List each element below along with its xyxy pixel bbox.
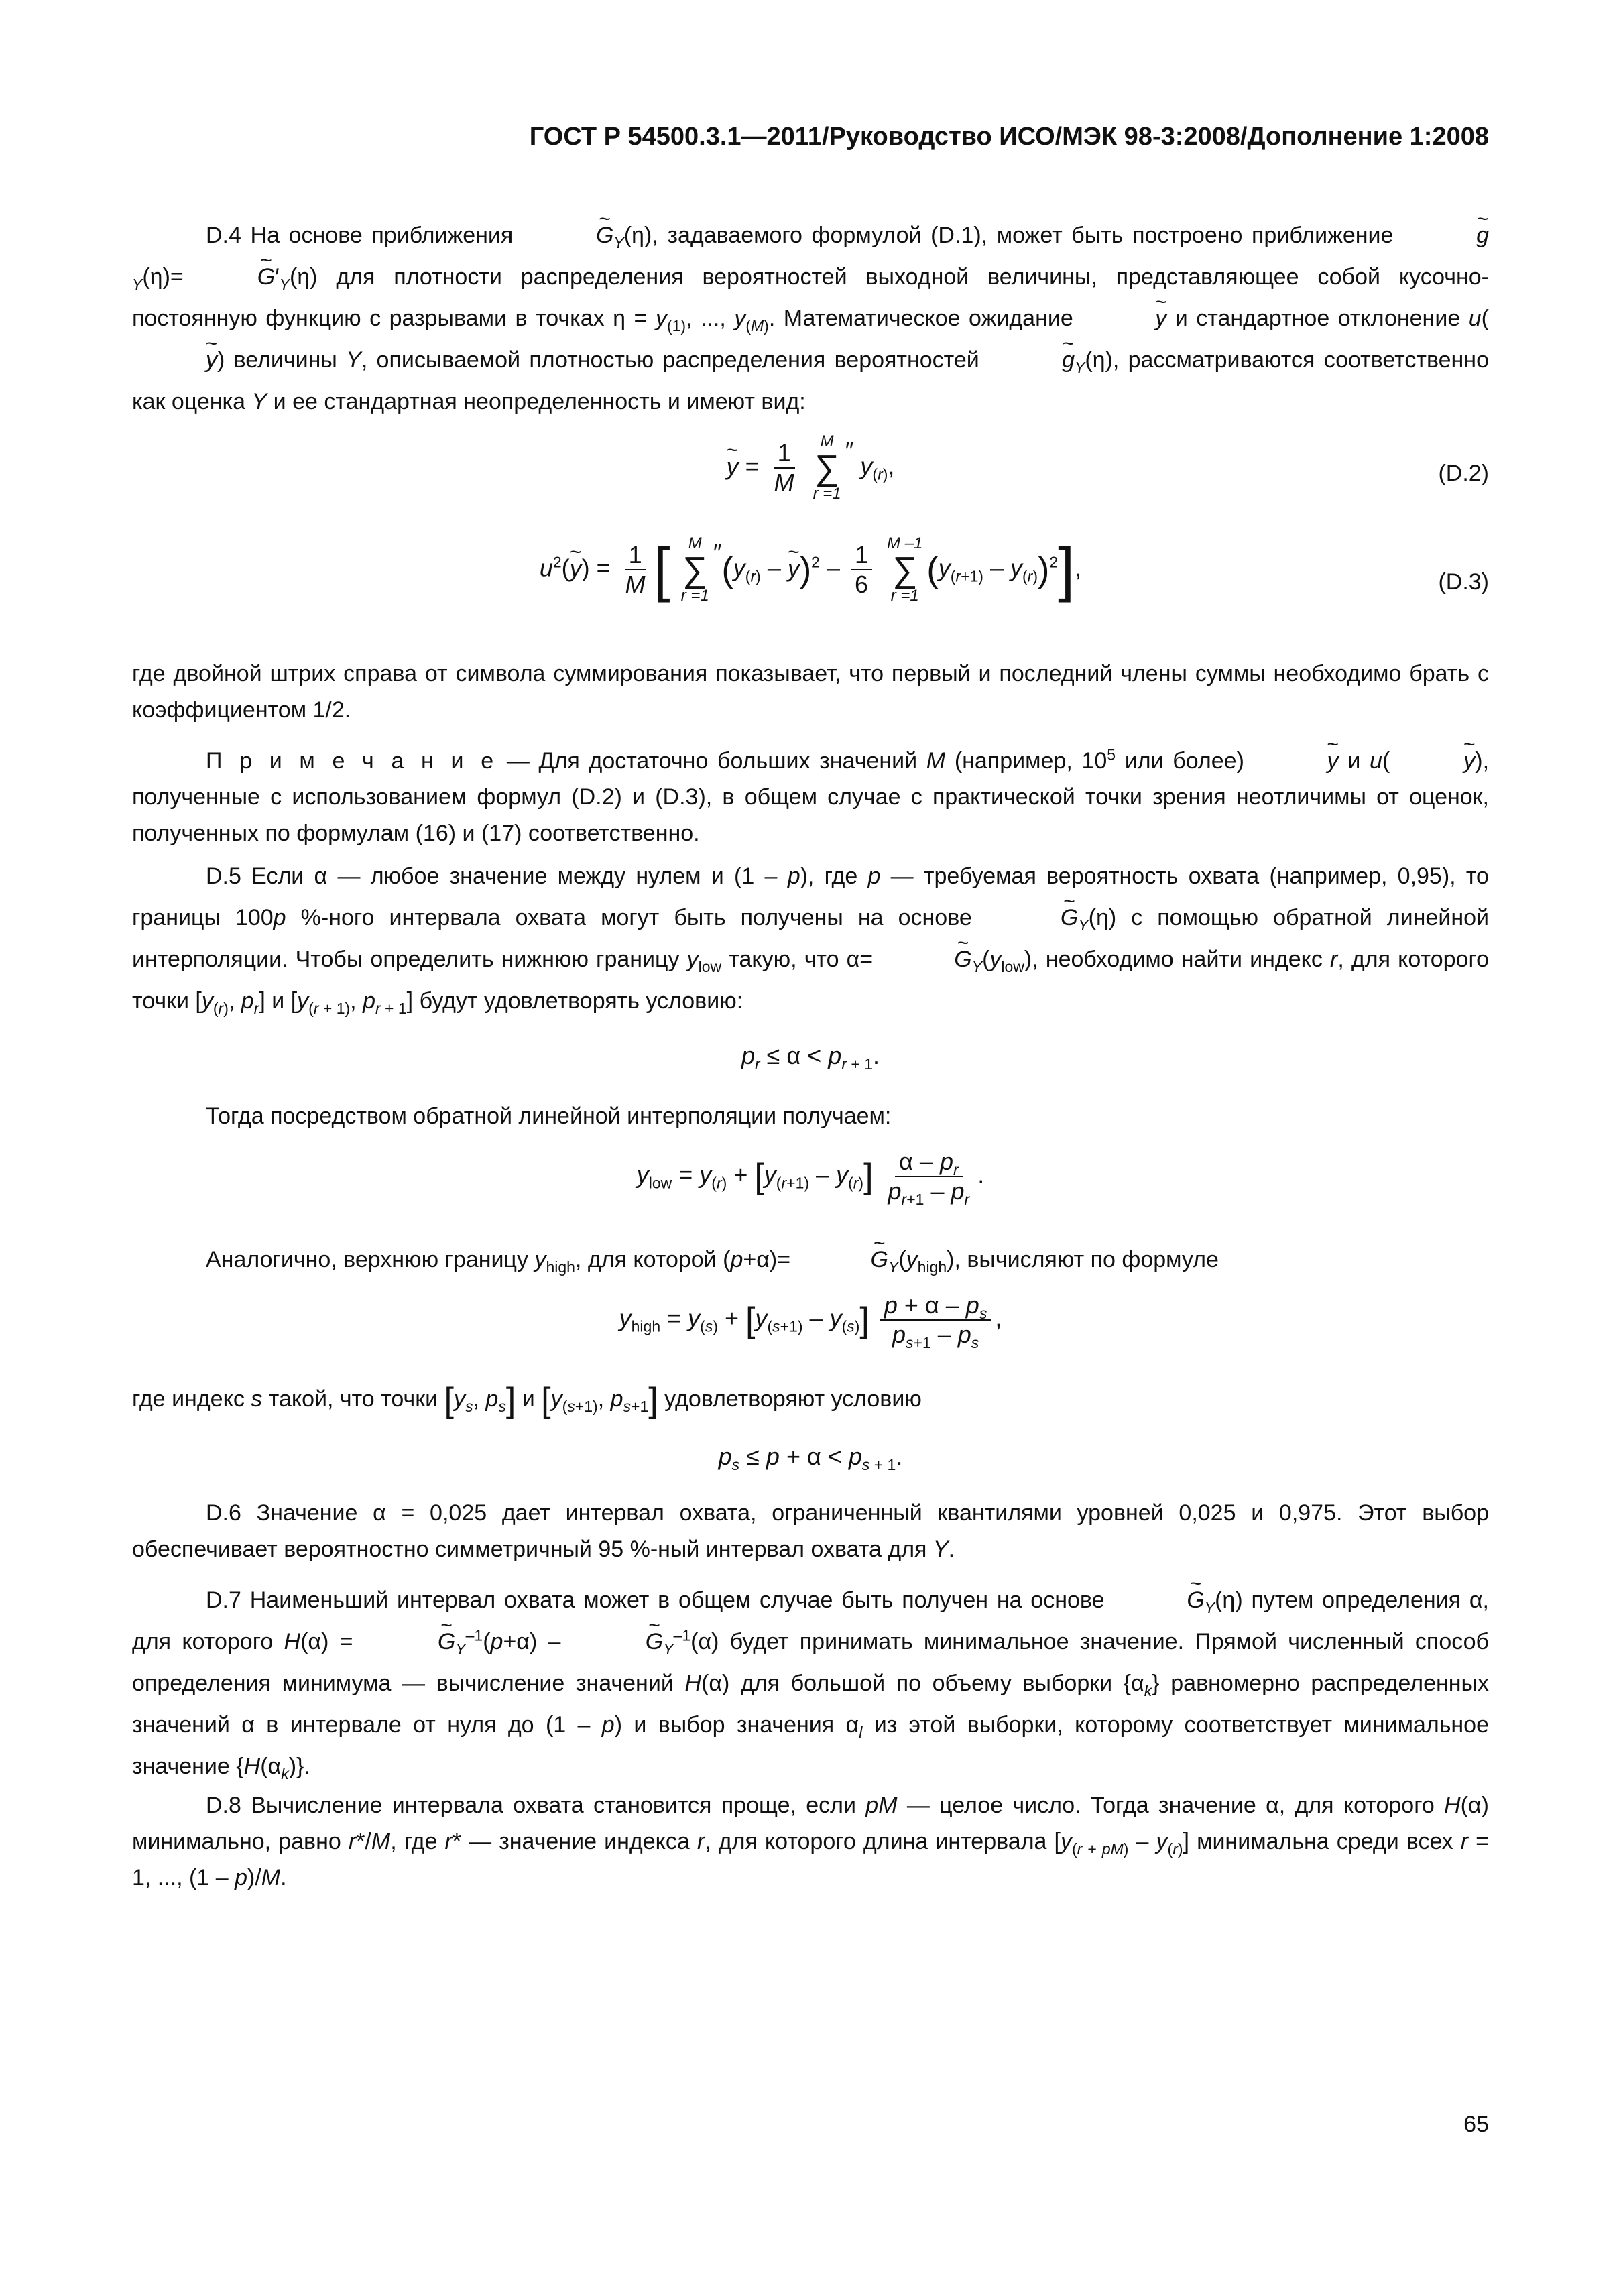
paragraph-after-equations: где двойной штрих справа от символа суммирования показывает, что первый и последний члены суммы необходимо брать с коэффициентом 1/2. <box>132 661 1489 723</box>
equation-d3: $u^2(\sim$ y) = $\frac{1}{M}$ [ M ∑ r =1 $''(y_{(r)}$ – ~ y)$^2$ – $\frac{1}{6}$ M –1 ∑ r =1 $(y_{(r+1)} - y_{(r)})^2$], (D.3) <box>132 535 1489 629</box>
d8-label: D.8 <box>206 1793 241 1819</box>
equation-number-d2: (D.2) <box>1438 461 1489 486</box>
paragraph-d6: D.6 Значение α = 0,025 дает интервал охвата, ограниченный квантилями уровней 0,025 и 0,975. Этот выбор обеспечивает вероятностно симметричный 95 %-ный интервал охвата для Y. <box>132 1500 1490 1563</box>
d4-label: D.4 <box>206 223 241 248</box>
paragraph-index-s: где индекс s такой, что точки [$y_s$, $p_s$] и [$y_{(s+1)}$, $p_{s+1}$] удовлетворяют условию <box>132 1381 922 1421</box>
paragraph-interpolation: Тогда посредством обратной линейной интерполяции получаем: <box>206 1103 892 1129</box>
paragraph-d5: D.5 Если α — любое значение между нулем и (1 – p), где p — требуемая вероятность охвата (например, 0,95), то границы 100p %-ного интервала охвата могут быть получены на основе ~ $G_Y(\eta)$ с помощью обратной линейной интерполяции. Чтобы определить нижнюю границу $y_{low}$ такую, что α= ~ $G_Y(y_{low})$, необходимо найти индекс r, для которого точки [$y_{(r)}$, $p_r$] и [$y_{(r + 1)}$, $p_{r + 1}$] будут удовлетворять условию: <box>132 855 1489 1022</box>
equation-d2: ~ y = $\frac{1}{M}$ M ∑ r =1 ″ $y_{(r)}$, (D.2) <box>132 433 1489 513</box>
paragraph-d7: D.7 Наименьший интервал охвата может в общем случае быть получен на основе ~ $G_Y(\eta)$ путем определения α, для которого H(α) = ~ $G_Y^{-1}(p+\alpha)$ – ~ $G_Y^{-1}(\alpha)$ будет принимать минимальное значение. Прямой численный способ определения минимума — вычисление значений H(α) для большой по объему выборки $\{\alpha_k\}$ равномерно распределенных значений α в интервале от нуля до (1 – p) и выбор значения $\alpha_l$ из этой выборки, которому соответствует минимальное значение $\{H(\alpha_k)\}$. <box>132 1579 1489 1787</box>
d7-label: D.7 <box>206 1587 241 1614</box>
equation-ylow: $y_{low} = y_{(r)} + [y_{(r+1)} - y_{(r)}]$ $\frac{\alpha - p_r}{p_{r+1} - p_r}$ . <box>636 1148 985 1209</box>
equation-condition-s: $p_s \le p + \alpha < p_{s + 1}$. <box>718 1443 903 1474</box>
paragraph-d8: D.8 Вычисление интервала охвата становится проще, если pM — целое число. Тогда значение α, для которого H(α) минимально, равно r*/M, где r* — значение индекса r, для которого длина интервала $[y_{(r + pM)} - y_{(r)}]$ минимальна среди всех r = 1, ..., (1 – p)/M. <box>132 1793 1490 1891</box>
document-body <box>132 215 1489 1896</box>
document-header: ГОСТ Р 54500.3.1—2011/Руководство ИСО/МЭК 98-3:2008/Дополнение 1:2008 <box>529 123 1489 151</box>
page-number: 65 <box>1463 2112 1489 2137</box>
note-label: П р и м е ч а н и е <box>206 748 498 774</box>
equation-condition-r: $p_r \le \alpha < p_{r + 1}$. <box>741 1042 880 1073</box>
paragraph-d4: D.4 На основе приближения ~ $G_Y(\eta)$, задаваемого формулой (D.1), может быть построено приближение ~ $g_Y(\eta)=\sim$ $G'_Y(\eta)$ для плотности распределения вероятностей выходной величины, представляющее собой кусочно-постоянную функцию с разрывами в точках $\eta = y_{(1)}$, ..., $y_{(M)}$. Математическое ожидание ~ y и стандартное отклонение u(~ y) величины Y, описываемой плотностью распределения вероятностей ~ $g_Y(\eta)$, рассматриваются соответственно как оценка Y и ее стандартная неопределенность и имеют вид: <box>132 215 1489 422</box>
equation-number-d3: (D.3) <box>1438 569 1489 595</box>
paragraph-upper-bound: Аналогично, верхнюю границу $y_{high}$, для которой (p+α)= ~ $G_Y(y_{high})$, вычисляют по формуле <box>132 1242 1489 1278</box>
d6-label: D.6 <box>206 1500 241 1526</box>
d5-label: D.5 <box>206 863 241 889</box>
paragraph-note: П р и м е ч а н и е — Для достаточно больших значений M (например, $10^5$ или более) ~ y и u(~ y), полученные с использованием формул (D.2) и (D.3), в общем случае с практической точки зрения неотличимы от оценок, полученных по формулам (16) и (17) соответственно. <box>132 743 1489 851</box>
equation-yhigh: $y_{high} = y_{(s)} + [y_{(s+1)} - y_{(s)}]$ $\frac{p + \alpha - p_s}{p_{s+1} - p_s}$ , <box>619 1291 1002 1352</box>
